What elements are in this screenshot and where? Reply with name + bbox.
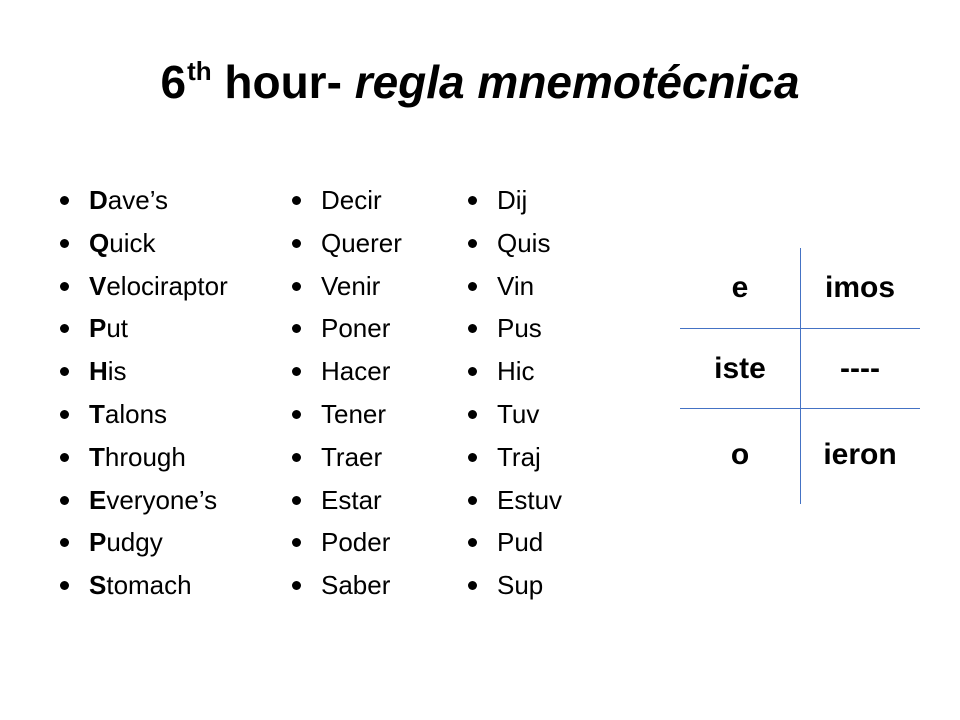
mnemonic-item — [55, 521, 228, 564]
mnemonic-rest: elociraptor — [106, 270, 228, 301]
mnemonic-rest: udgy — [106, 527, 163, 558]
endings-horizontal-divider — [680, 408, 920, 409]
infinitive-item: Estar — [287, 479, 402, 522]
ending-singular-2: iste — [714, 352, 766, 385]
stem-item: Quis — [463, 222, 562, 265]
mnemonic-item — [55, 179, 228, 222]
stem-item: Hic — [463, 350, 562, 393]
mnemonic-item — [55, 265, 228, 308]
infinitive-item: Venir — [287, 265, 402, 308]
mnemonic-rest: hrough — [104, 441, 186, 472]
ending-singular-3: o — [730, 438, 750, 471]
mnemonic-initial: E — [89, 484, 107, 515]
endings-horizontal-divider — [680, 328, 920, 329]
mnemonic-rest: ut — [106, 313, 129, 344]
mnemonic-item — [55, 393, 228, 436]
title-main: hour- — [211, 56, 355, 108]
mnemonic-list — [55, 179, 228, 607]
stem-item: Tuv — [463, 393, 562, 436]
ending-plural-3: ieron — [823, 438, 897, 471]
mnemonic-rest: is — [107, 356, 127, 387]
mnemonic-rest: ave’s — [107, 185, 169, 215]
stem-item: Dij — [463, 179, 562, 222]
title-number: 6 — [160, 56, 187, 108]
mnemonic-initial: T — [89, 441, 105, 472]
stem-item: Pud — [463, 521, 562, 564]
infinitive-list — [287, 179, 402, 607]
mnemonic-initial: V — [89, 270, 107, 301]
ending-singular-1: e — [731, 271, 749, 304]
mnemonic-initial: T — [89, 398, 105, 429]
mnemonic-item — [55, 350, 228, 393]
title-superscript: th — [187, 56, 212, 86]
mnemonic-rest: uick — [109, 227, 156, 258]
infinitive-item: Saber — [287, 564, 402, 607]
stem-item: Traj — [463, 436, 562, 479]
stem-item: Pus — [463, 307, 562, 350]
infinitive-item: Decir — [287, 179, 402, 222]
mnemonic-item — [55, 222, 228, 265]
title-subject: regla mnemotécnica — [354, 56, 800, 108]
mnemonic-initial: D — [89, 185, 108, 215]
infinitive-item: Traer — [287, 436, 402, 479]
mnemonic-initial: S — [89, 570, 107, 601]
infinitive-item: Poder — [287, 521, 402, 564]
mnemonic-initial: H — [89, 356, 108, 387]
slide-title — [0, 56, 960, 108]
infinitive-item: Hacer — [287, 350, 402, 393]
infinitive-item: Tener — [287, 393, 402, 436]
infinitive-item: Poner — [287, 307, 402, 350]
mnemonic-initial: P — [89, 313, 107, 344]
mnemonic-rest: alons — [104, 398, 168, 429]
stem-item: Vin — [463, 265, 562, 308]
infinitive-item: Querer — [287, 222, 402, 265]
endings-table — [680, 248, 920, 504]
mnemonic-initial: P — [89, 527, 107, 558]
mnemonic-rest: tomach — [106, 570, 192, 601]
stem-item: Sup — [463, 564, 562, 607]
stem-list — [463, 179, 562, 607]
mnemonic-item — [55, 564, 228, 607]
mnemonic-rest: veryone’s — [106, 484, 218, 515]
mnemonic-item — [55, 307, 228, 350]
mnemonic-initial: Q — [89, 227, 110, 258]
stem-item: Estuv — [463, 479, 562, 522]
mnemonic-item — [55, 436, 228, 479]
ending-plural-1: imos — [824, 271, 896, 304]
ending-plural-2: ---- — [840, 352, 880, 385]
mnemonic-item — [55, 479, 228, 522]
